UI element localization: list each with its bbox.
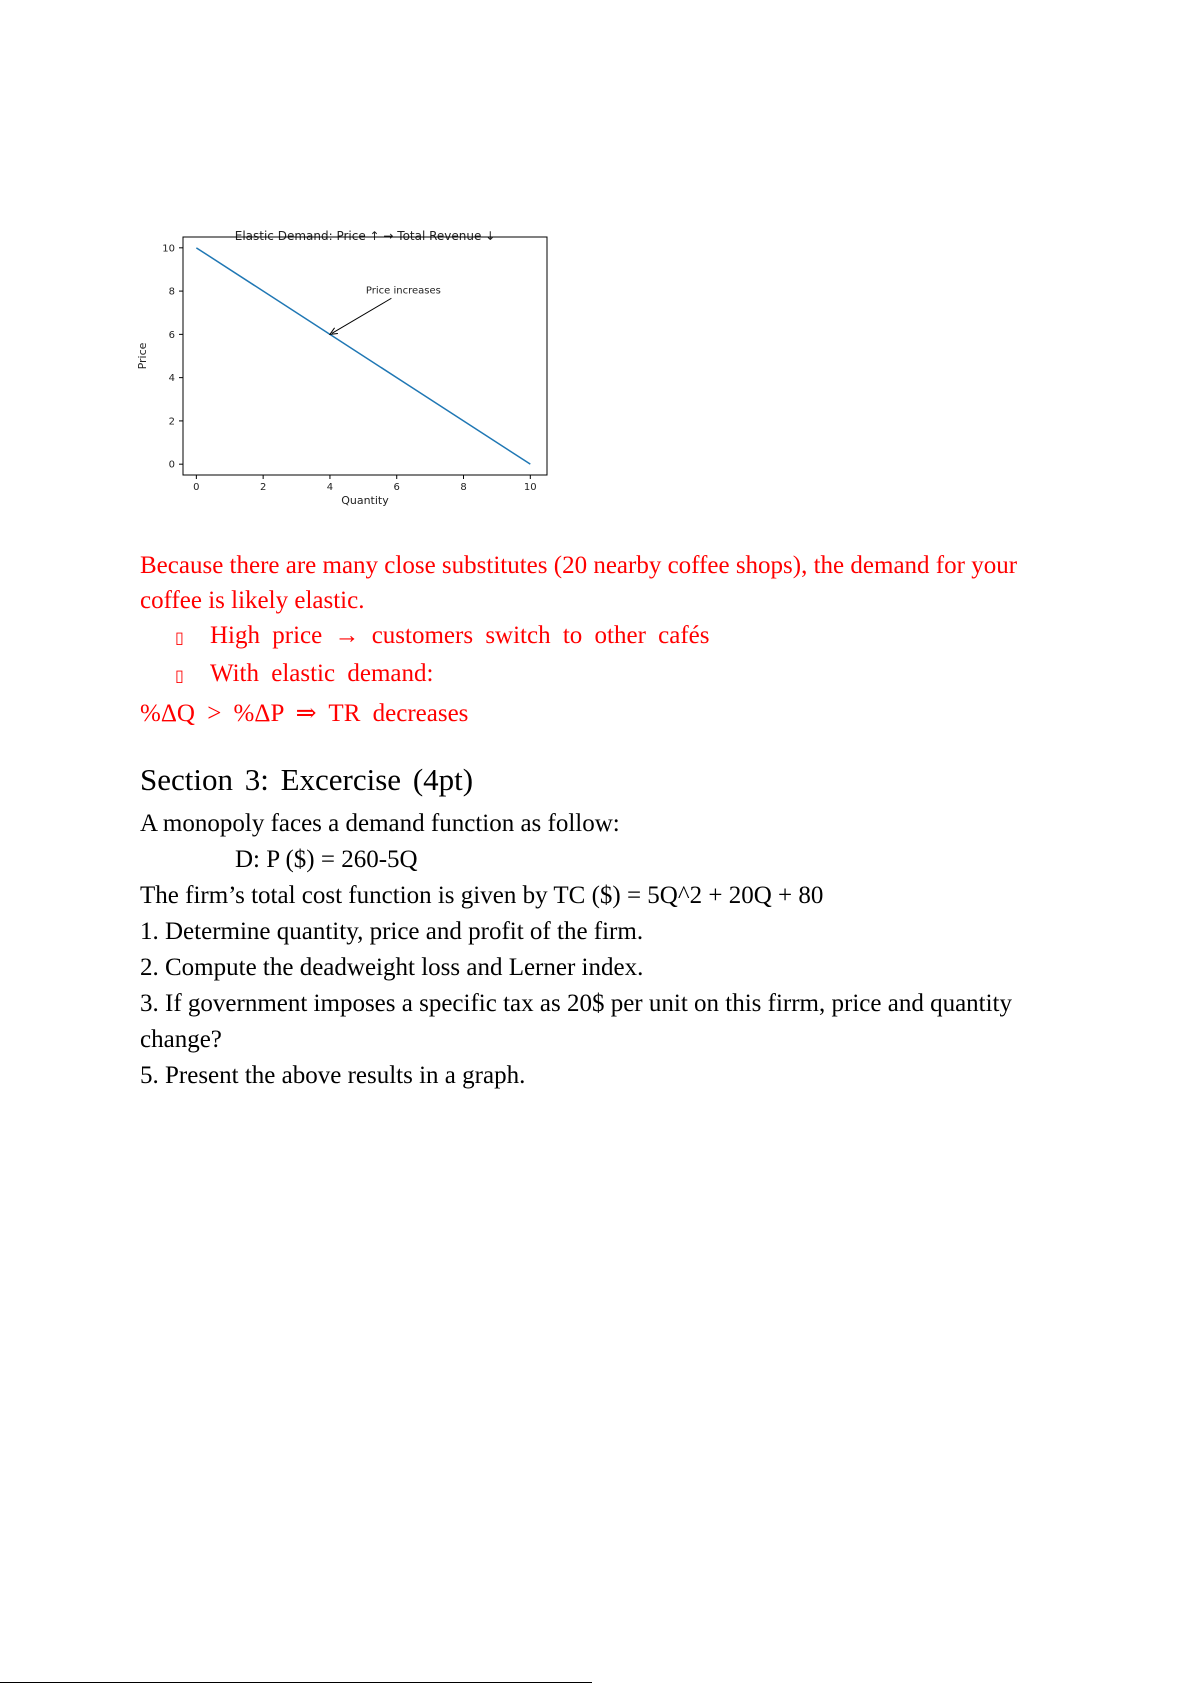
y-tick-label: 10 [162,243,175,255]
demand-chart [136,228,600,545]
question-item: 3. If government imposes a specific tax as 20$ per unit on this firrm, price and quantity change? [140,990,1012,1053]
bullet-item [140,656,1040,694]
x-tick-label: 2 [259,482,267,493]
x-tick-label: 0 [193,482,200,493]
bullet-item [140,618,1040,656]
annotation-group [330,285,441,334]
exercise-block [140,806,1040,1094]
annotation-arrow-line [332,298,391,333]
y-tick-label: 8 [168,286,175,298]
demand-line [196,248,530,464]
x-axis-label: Quantity [341,494,389,507]
elasticity-formula: %ΔQ > %ΔP ⇒ TR decreases [140,700,469,727]
question-item: 5. Present the above results in a graph. [140,1062,526,1089]
series-group [196,248,530,464]
y-axis-label: Price [136,342,149,370]
bullet-text: High price → customers switch to other cafés [210,622,710,649]
question-item: 2. Compute the deadweight loss and Lerner index. [140,954,644,981]
explanation-intro: Because there are many close substitutes (20 nearby coffee shops), the demand for your coffee is likely elastic. [140,552,1018,614]
bullet-box-icon: ▯ [175,630,184,647]
y-tick-label: 4 [168,373,175,385]
x-tick-label: 8 [460,482,467,493]
bullet-box-icon: ▯ [175,668,184,685]
exercise-intro: A monopoly faces a demand function as follow: [140,810,620,837]
y-tick-label: 2 [168,416,175,428]
annotation-label: Price increases [365,285,441,297]
y-tick-label: 0 [168,459,175,471]
footnote-divider [0,1682,592,1683]
demand-function: D: P ($) = 260-5Q [235,846,418,873]
y-tick-label: 6 [168,329,175,341]
elasticity-explanation [140,548,1040,731]
x-tick-label: 4 [326,482,334,493]
bullet-text: With elastic demand: [210,660,434,687]
chart-title: Elastic Demand: Price ↑ → Total Revenue ↓ [234,228,496,243]
cost-function: The firm’s total cost function is given by TC ($) = 5Q^2 + 20Q + 80 [140,882,824,909]
ticks-group [162,243,536,493]
x-tick-label: 6 [393,482,400,493]
question-item: 1. Determine quantity, price and profit of the firm. [140,918,644,945]
demand-chart-svg [136,228,600,545]
section-title: Section 3: Excercise (4pt) [140,762,474,797]
x-tick-label: 10 [523,482,537,493]
